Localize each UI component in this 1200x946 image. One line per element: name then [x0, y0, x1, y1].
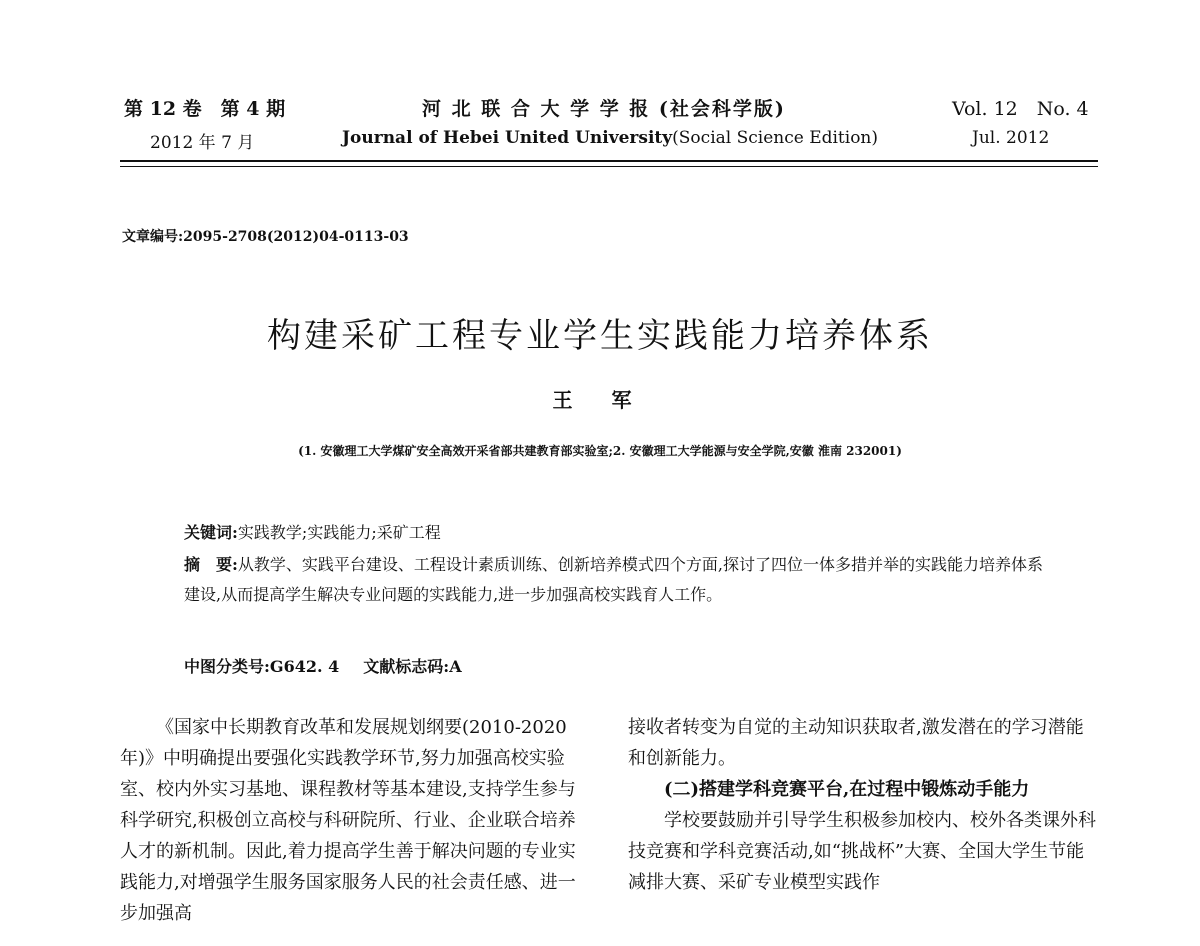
article-number: 文章编号:2095-2708(2012)04-0113-03 — [122, 229, 409, 245]
journal-title-en — [342, 128, 878, 148]
author-affiliation: (1. 安徽理工大学煤矿安全高效开采省部共建教育部实验室;2. 安徽理工大学能源与安全学院,安徽 淮南 232001) — [298, 444, 902, 458]
classification — [184, 654, 462, 677]
issue-date-cn: 2012 年 7 月 — [150, 133, 255, 153]
header-rule-thick — [120, 160, 1098, 162]
keywords — [184, 520, 441, 543]
abstract — [184, 550, 1044, 610]
header-rule-thin — [120, 166, 1098, 167]
body-paragraph: 《国家中长期教育改革和发展规划纲要(2010-2020 年)》中明确提出要强化实践教学环节,努力加强高校实验室、校内外实习基地、课程教材等基本建设,支持学生参与科学研究,积极创立高校与科研院所、行业、企业联合培养人才的新机制。因此,着力提高学生善于解决问题的专业实践能力,对增强学生服务国家服务人民的社会责任感、进一步加强高 — [120, 717, 576, 924]
abstract-text: 从教学、实践平台建设、工程设计素质训练、创新培养模式四个方面,探讨了四位一体多措并举的实践能力培养体系建设,从而提高学生解决专业问题的实践能力,进一步加强高校实践育人工作。 — [184, 555, 1044, 604]
journal-name-en: Journal of Hebei United University — [342, 128, 673, 148]
issue-date-en: Jul. 2012 — [972, 128, 1050, 148]
section-heading: (二)搭建学科竞赛平台,在过程中锻炼动手能力 — [664, 779, 1030, 800]
body-paragraph: 学校要鼓励并引导学生积极参加校内、校外各类课外科技竞赛和学科竞赛活动,如“挑战杯”大赛、全国大学生节能减排大赛、采矿专业模型实践作 — [628, 810, 1096, 893]
clc-code: G642. 4 — [269, 657, 340, 676]
clc-label: 中图分类号: — [184, 657, 270, 676]
doc-code-label: 文献标志码: — [363, 657, 450, 676]
keywords-label: 关键词: — [184, 523, 238, 542]
journal-header — [124, 94, 1096, 164]
body-paragraph: 接收者转变为自觉的主动知识获取者,激发潜在的学习潜能和创新能力。 — [628, 717, 1084, 769]
volume-issue: 第 12 卷 第 4 期 — [124, 98, 286, 120]
article-title: 构建采矿工程专业学生实践能力培养体系 — [267, 316, 933, 356]
journal-title-cn: 河 北 联 合 大 学 学 报 (社会科学版) — [422, 98, 786, 120]
keywords-text: 实践教学;实践能力;采矿工程 — [237, 523, 441, 542]
abstract-label: 摘 要: — [184, 555, 238, 574]
author-name: 王 军 — [552, 388, 648, 412]
journal-edition-en: (Social Science Edition) — [672, 128, 879, 148]
body-left-column — [120, 712, 590, 929]
volume-number-en: Vol. 12 No. 4 — [952, 98, 1089, 120]
body-right-column — [628, 712, 1098, 898]
doc-code: A — [449, 657, 462, 676]
